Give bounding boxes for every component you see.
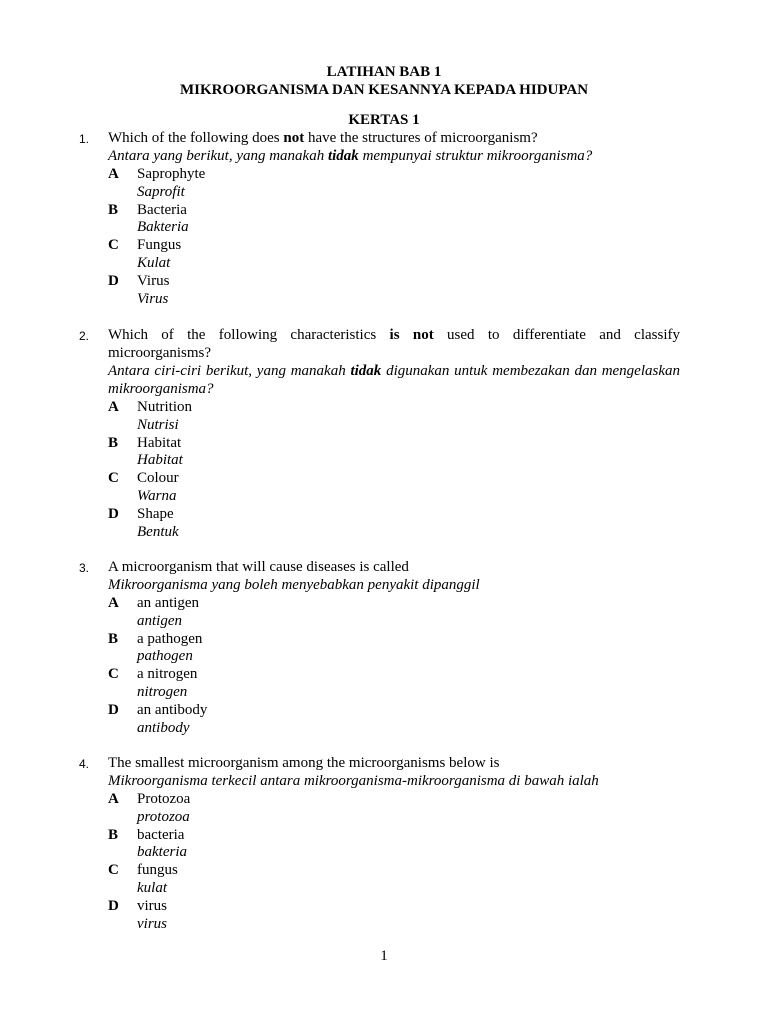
option-d[interactable]: D Virus Virus <box>108 272 170 307</box>
option-d[interactable]: D virus virus <box>108 897 167 932</box>
question-text-my-line1: Antara ciri-ciri berikut, yang manakah tidak digunakan untuk membezakan dan mengelaskan <box>108 363 680 379</box>
worksheet-title: LATIHAN BAB 1 <box>326 64 442 80</box>
question-text-my: Mikroorganisma terkecil antara mikroorganisma-mikroorganisma di bawah ialah <box>108 773 599 789</box>
question-text-en: The smallest microorganism among the microorganisms below is <box>108 755 500 771</box>
options-list <box>0 165 768 307</box>
option-c[interactable]: C a nitrogen nitrogen <box>108 666 198 700</box>
emphasis-not: not <box>283 130 305 146</box>
options-list <box>0 398 768 540</box>
question-number: 1. <box>79 132 90 146</box>
option-b[interactable]: B Habitat Habitat <box>108 434 183 469</box>
option-d[interactable]: D an antibody antibody <box>108 701 208 736</box>
emphasis-tidak: tidak <box>327 148 359 164</box>
option-c[interactable]: C fungus kulat <box>108 862 178 896</box>
option-a[interactable]: A Saprophyte Saprofit <box>108 166 206 200</box>
option-c[interactable]: C Fungus Kulat <box>108 237 182 271</box>
question-number: 3. <box>79 561 90 575</box>
question-number: 2. <box>79 329 90 343</box>
question-text-my: Mikroorganisma yang boleh menyebabkan penyakit dipanggil <box>108 577 480 593</box>
option-a[interactable]: A an antigen antigen <box>108 595 200 629</box>
chapter-title: MIKROORGANISMA DAN KESANNYA KEPADA HIDUPAN <box>179 82 589 98</box>
question-text-my-line2: mikroorganisma? <box>108 381 214 397</box>
question-text-en-line2: microorganisms? <box>108 345 212 361</box>
option-a[interactable]: A Protozoa protozoa <box>108 791 191 825</box>
option-b[interactable]: B Bacteria Bakteria <box>108 201 189 236</box>
option-b[interactable]: B bacteria bakteria <box>108 826 187 861</box>
emphasis-is-not: is not <box>389 327 434 343</box>
paper-title: KERTAS 1 <box>348 112 420 128</box>
option-c[interactable]: C Colour Warna <box>108 470 179 504</box>
emphasis-tidak: tidak <box>350 363 382 379</box>
options-list <box>0 790 768 932</box>
option-a[interactable]: A Nutrition Nutrisi <box>108 399 192 433</box>
option-b[interactable]: B a pathogen pathogen <box>108 630 203 665</box>
question-text-en: A microorganism that will cause diseases is called <box>108 559 409 575</box>
question-text-my: Antara yang berikut, yang manakah tidak mempunyai struktur mikroorganisma? <box>108 148 593 164</box>
options-list <box>0 594 768 736</box>
question-number: 4. <box>79 757 90 771</box>
question-text-en-line1: Which of the following characteristics is not used to differentiate and classify <box>108 327 681 343</box>
option-d[interactable]: D Shape Bentuk <box>108 505 179 540</box>
page-number: 1 <box>380 948 388 964</box>
question-text-en: Which of the following does not have the structures of microorganism? <box>108 130 538 146</box>
